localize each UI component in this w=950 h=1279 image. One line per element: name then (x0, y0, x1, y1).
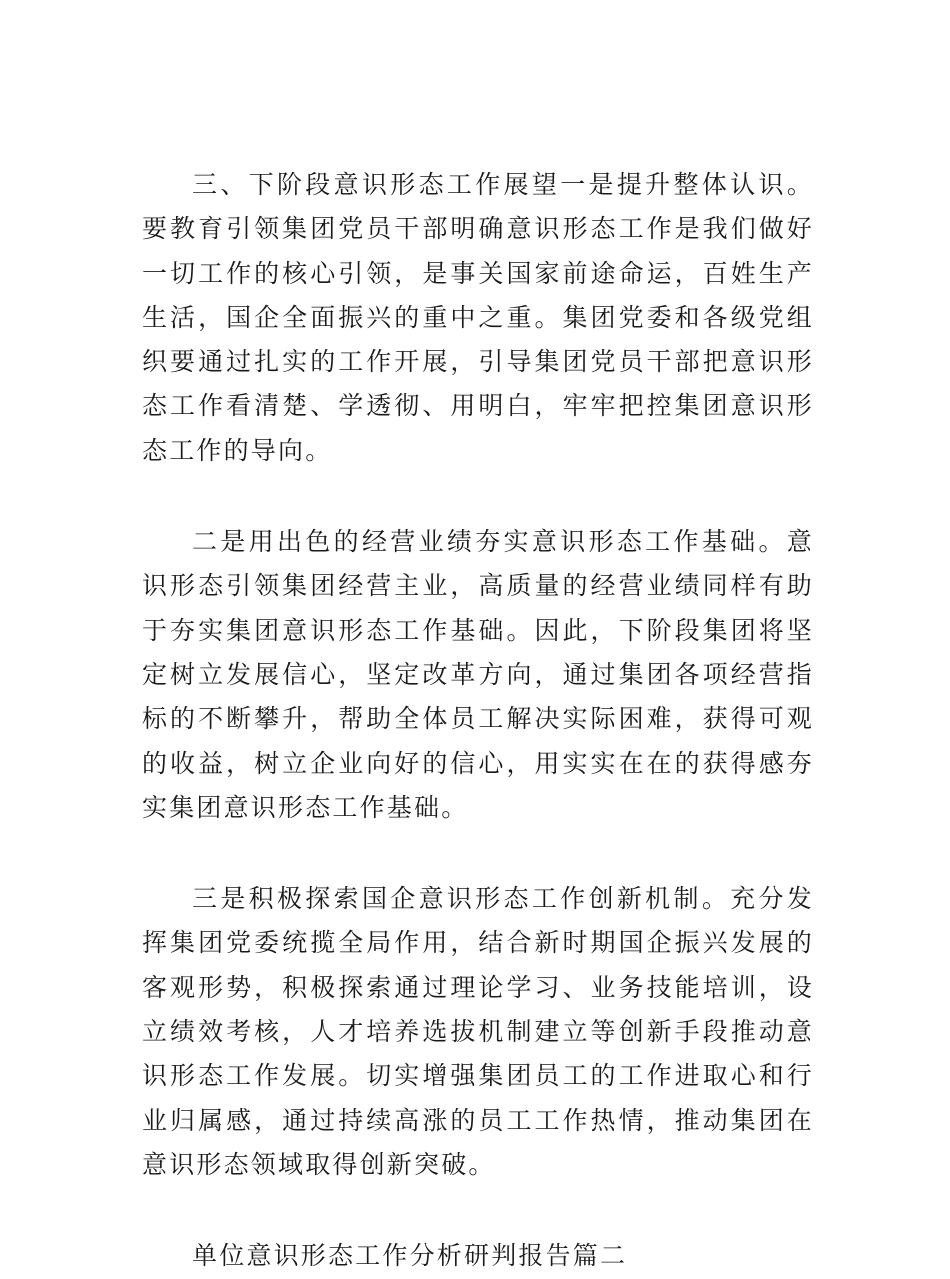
document-body (142, 163, 814, 1279)
section-heading: 单位意识形态工作分析研判报告篇二 (192, 1241, 628, 1271)
paragraph-outlook-overall-awareness: 三、下阶段意识形态工作展望一是提升整体认识。要教育引领集团党员干部明确意识形态工作是我们做好一切工作的核心引领，是事关国家前途命运，百姓生产生活，国企全面振兴的重中之重。集团党委和各级党组织要通过扎实的工作开展，引导集团党员干部把意识形态工作看清楚、学透彻、用明白，牢牢把控集团意识形态工作的导向。 (142, 170, 814, 465)
paragraph-innovation-mechanism: 三是积极探索国企意识形态工作创新机制。充分发挥集团党委统揽全局作用，结合新时期国企振兴发展的客观形势，积极探索通过理论学习、业务技能培训，设立绩效考核，人才培养选拔机制建立等创新手段推动意识形态工作发展。切实增强集团员工的工作进取心和行业归属感，通过持续高涨的员工工作热情，推动集团在意识形态领域取得创新突破。 (142, 884, 814, 1179)
paragraph-business-performance: 二是用出色的经营业绩夯实意识形态工作基础。意识形态引领集团经营主业，高质量的经营业绩同样有助于夯实集团意识形态工作基础。因此，下阶段集团将坚定树立发展信心，坚定改革方向，通过集团各项经营指标的不断攀升，帮助全体员工解决实际困难，获得可观的收益，树立企业向好的信心，用实实在在的获得感夯实集团意识形态工作基础。 (142, 527, 814, 822)
